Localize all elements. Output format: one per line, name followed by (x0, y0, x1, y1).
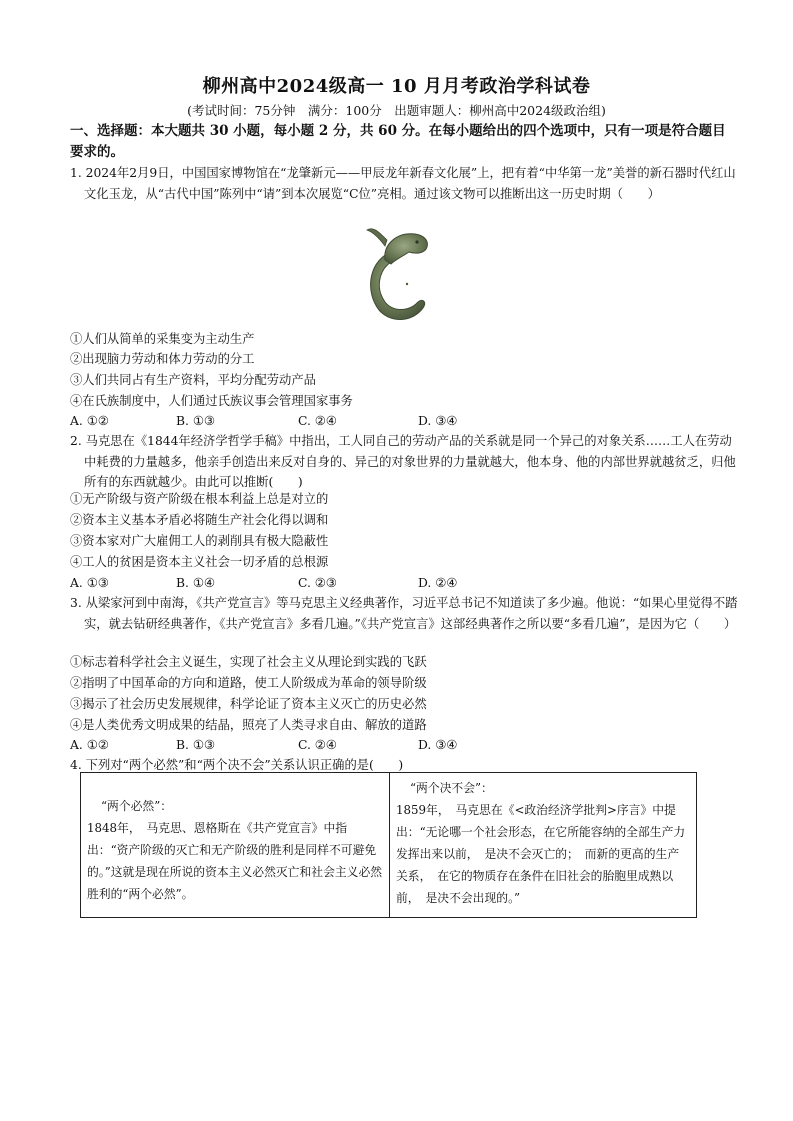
choice-c[interactable]: C. ②③ (298, 576, 337, 590)
cell-text: 1848年， 马克思、恩格斯在《共产党宣言》中指出：“资产阶级的灭亡和无产阶级的胜利是同样不可避免的。”这就是现在所说的资本主义必然灭亡和社会主义必然胜利的“两个必然”。 (87, 821, 383, 901)
cell-heading: “两个决不会”： (410, 781, 493, 795)
choice-a[interactable]: A. ①② (70, 414, 109, 428)
exam-title: 柳州高中2024级高一 10 月月考政治学科试卷 (202, 76, 591, 97)
question-text: 2024年2月9日，中国国家博物馆在“龙肇新元——甲辰龙年新春文化展”上，把有着“中华第一龙”美誉的新石器时代红山文化玉龙，从“古代中国”陈列中“请”到本次展览“C位”亮相。通过该文物可以推断出这一历史时期（ ） (84, 166, 736, 201)
q2-option-4: ④工人的贫困是资本主义社会一切矛盾的总根源 (70, 555, 329, 569)
choice-d[interactable]: D. ②④ (418, 576, 458, 590)
choice-d[interactable]: D. ③④ (418, 738, 458, 752)
jade-dragon-image (357, 214, 441, 326)
q1-option-3: ③人们共同占有生产资料，平均分配劳动产品 (70, 373, 316, 387)
choice-c[interactable]: C. ②④ (298, 414, 337, 428)
comparison-table (80, 772, 697, 918)
question-text: 下列对“两个必然”和“两个决不会”关系认识正确的是( ) (85, 758, 404, 772)
two-never-cell (390, 773, 697, 918)
q3-option-4: ④是人类优秀文明成果的结晶，照亮了人类寻求自由、解放的道路 (70, 718, 427, 732)
q2-option-1: ①无产阶级与资产阶级在根本利益上总是对立的 (70, 492, 329, 506)
q1-option-1: ①人们从简单的采集变为主动生产 (70, 332, 255, 346)
question-number: 3. (70, 596, 82, 610)
choice-b[interactable]: B. ①④ (176, 576, 215, 590)
table-row (81, 773, 697, 918)
cell-text: 1859年， 马克思在《<政治经济学批判>序言》中提出：“无论哪一个社会形态，在它所能容纳的全部生产力发挥出来以前， 是决不会灭亡的； 而新的更高的生产关系， 在它的物质存在条件在旧社会的胎胞里成熟以前， 是决不会出现的。” (396, 803, 686, 905)
question-1-stem (70, 163, 744, 204)
question-2-stem (70, 431, 744, 493)
question-number: 2. (70, 434, 82, 448)
choice-c[interactable]: C. ②④ (298, 738, 337, 752)
choice-a[interactable]: A. ①③ (70, 576, 109, 590)
q2-option-3: ③资本家对广大雇佣工人的剥削具有极大隐蔽性 (70, 534, 329, 548)
q1-option-4: ④在氏族制度中，人们通过氏族议事会管理国家事务 (70, 394, 353, 408)
question-text: 马克思在《1844年经济学哲学手稿》中指出，工人同自己的劳动产品的关系就是同一个异己的对象关系……工人在劳动中耗费的力量越多，他亲手创造出来反对自身的、异己的对象世界的力量就越大，他本身、他的内部世界就越贫乏，归他所有的东西就越少。由此可以推断( ) (84, 434, 736, 489)
q1-option-2: ②出现脑力劳动和体力劳动的分工 (70, 352, 255, 366)
section-heading: 一、选择题：本大题共 30 小题，每小题 2 分，共 60 分。在每小题给出的四个选项中，只有一项是符合题目要求的。 (70, 123, 726, 160)
two-inevitabilities-cell (81, 773, 390, 918)
question-3-stem (70, 593, 744, 634)
choice-b[interactable]: B. ①③ (176, 414, 215, 428)
choice-d[interactable]: D. ③④ (418, 414, 458, 428)
jade-dragon-icon (357, 214, 441, 326)
choice-a[interactable]: A. ①② (70, 738, 109, 752)
q3-option-2: ②指明了中国革命的方向和道路，使工人阶级成为革命的领导阶级 (70, 676, 427, 690)
cell-heading: “两个必然”： (101, 799, 173, 813)
exam-subtitle: (考试时间：75分钟 满分：100分 出题审题人：柳州高中2024级政治组) (187, 103, 606, 118)
q2-option-2: ②资本主义基本矛盾必将随生产社会化得以调和 (70, 513, 329, 527)
q3-option-1: ①标志着科学社会主义诞生，实现了社会主义从理论到实践的飞跃 (70, 655, 427, 669)
choice-b[interactable]: B. ①③ (176, 738, 215, 752)
question-text: 从梁家河到中南海，《共产党宣言》等马克思主义经典著作，习近平总书记不知道读了多少遍。他说：“如果心里觉得不踏实，就去钻研经典著作，《共产党宣言》多看几遍。”《共产党宣言》这部经典著作之所以要“多看几遍”，是因为它（ ） (84, 596, 738, 631)
q3-option-3: ③揭示了社会历史发展规律，科学论证了资本主义灭亡的历史必然 (70, 697, 427, 711)
question-number: 4. (70, 758, 82, 772)
question-number: 1. (70, 166, 82, 180)
